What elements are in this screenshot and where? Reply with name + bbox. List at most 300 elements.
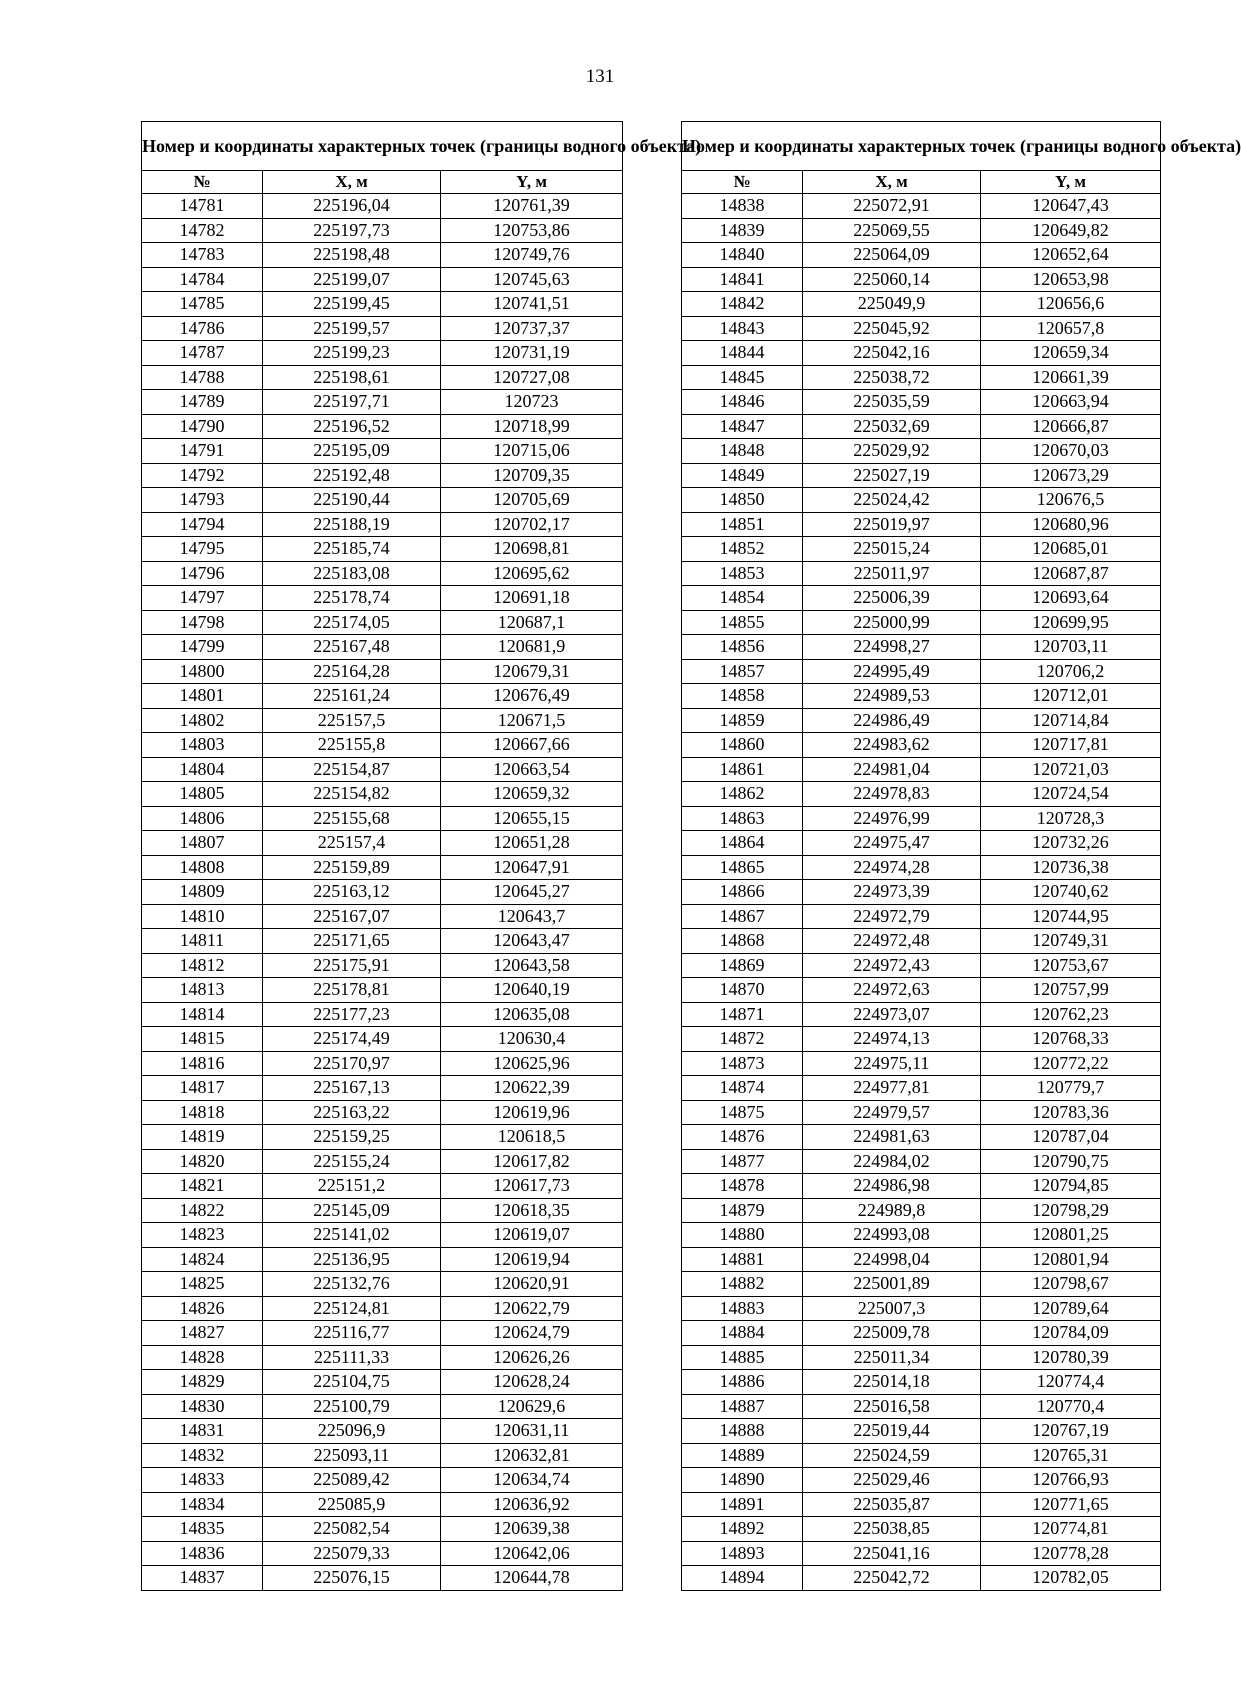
cell-number: 14852 bbox=[682, 537, 803, 562]
cell-x: 224975,47 bbox=[803, 831, 981, 856]
table-row bbox=[142, 684, 623, 709]
table-row bbox=[682, 1223, 1161, 1248]
cell-number: 14866 bbox=[682, 880, 803, 905]
cell-number: 14797 bbox=[142, 586, 263, 611]
cell-number: 14808 bbox=[142, 855, 263, 880]
cell-y: 120709,35 bbox=[441, 463, 623, 488]
cell-x: 224998,04 bbox=[803, 1247, 981, 1272]
coordinates-table-left bbox=[141, 121, 702, 1591]
cell-x: 225145,09 bbox=[263, 1198, 441, 1223]
cell-number: 14868 bbox=[682, 929, 803, 954]
table-row bbox=[142, 1247, 623, 1272]
cell-y: 120635,08 bbox=[441, 1002, 623, 1027]
cell-number: 14863 bbox=[682, 806, 803, 831]
cell-number: 14789 bbox=[142, 390, 263, 415]
table-row bbox=[682, 586, 1161, 611]
cell-y: 120676,5 bbox=[981, 488, 1161, 513]
cell-number: 14825 bbox=[142, 1272, 263, 1297]
cell-number: 14847 bbox=[682, 414, 803, 439]
cell-x: 224986,49 bbox=[803, 708, 981, 733]
cell-x: 225024,42 bbox=[803, 488, 981, 513]
cell-x: 224972,43 bbox=[803, 953, 981, 978]
cell-y: 120753,86 bbox=[441, 218, 623, 243]
table-row bbox=[682, 1443, 1161, 1468]
cell-x: 225000,99 bbox=[803, 610, 981, 635]
cell-number: 14809 bbox=[142, 880, 263, 905]
table-row bbox=[142, 904, 623, 929]
table-row bbox=[682, 414, 1161, 439]
cell-y: 120630,4 bbox=[441, 1027, 623, 1052]
cell-y: 120667,66 bbox=[441, 733, 623, 758]
cell-x: 225199,45 bbox=[263, 292, 441, 317]
cell-number: 14820 bbox=[142, 1149, 263, 1174]
cell-y: 120712,01 bbox=[981, 684, 1161, 709]
table-row bbox=[142, 1272, 623, 1297]
cell-y: 120656,6 bbox=[981, 292, 1161, 317]
cell-x: 225174,49 bbox=[263, 1027, 441, 1052]
cell-y: 120618,5 bbox=[441, 1125, 623, 1150]
cell-number: 14816 bbox=[142, 1051, 263, 1076]
cell-x: 225093,11 bbox=[263, 1443, 441, 1468]
cell-y: 120723 bbox=[441, 390, 623, 415]
cell-x: 224981,04 bbox=[803, 757, 981, 782]
cell-x: 224993,08 bbox=[803, 1223, 981, 1248]
cell-x: 224974,28 bbox=[803, 855, 981, 880]
cell-y: 120663,54 bbox=[441, 757, 623, 782]
cell-y: 120666,87 bbox=[981, 414, 1161, 439]
cell-x: 225007,3 bbox=[803, 1296, 981, 1321]
cell-number: 14878 bbox=[682, 1174, 803, 1199]
cell-number: 14806 bbox=[142, 806, 263, 831]
table-row bbox=[682, 365, 1161, 390]
cell-y: 120625,96 bbox=[441, 1051, 623, 1076]
cell-y: 120727,08 bbox=[441, 365, 623, 390]
cell-number: 14805 bbox=[142, 782, 263, 807]
table-row bbox=[682, 1247, 1161, 1272]
cell-number: 14785 bbox=[142, 292, 263, 317]
table-row bbox=[142, 292, 623, 317]
table-row bbox=[142, 708, 623, 733]
table-row bbox=[142, 978, 623, 1003]
cell-x: 225167,13 bbox=[263, 1076, 441, 1101]
cell-number: 14818 bbox=[142, 1100, 263, 1125]
table-row bbox=[682, 880, 1161, 905]
cell-y: 120617,82 bbox=[441, 1149, 623, 1174]
table-row bbox=[142, 1174, 623, 1199]
table-row bbox=[142, 1370, 623, 1395]
table-title: Номер и координаты характерных точек (границы водного объекта) bbox=[142, 122, 623, 171]
cell-y: 120647,43 bbox=[981, 194, 1161, 219]
table-row bbox=[682, 782, 1161, 807]
table-row bbox=[682, 439, 1161, 464]
cell-number: 14799 bbox=[142, 635, 263, 660]
cell-y: 120737,37 bbox=[441, 316, 623, 341]
cell-number: 14837 bbox=[142, 1566, 263, 1591]
cell-x: 224972,63 bbox=[803, 978, 981, 1003]
cell-number: 14796 bbox=[142, 561, 263, 586]
cell-x: 225188,19 bbox=[263, 512, 441, 537]
cell-number: 14811 bbox=[142, 929, 263, 954]
cell-number: 14781 bbox=[142, 194, 263, 219]
table-row bbox=[682, 806, 1161, 831]
cell-x: 224986,98 bbox=[803, 1174, 981, 1199]
table-row bbox=[682, 1296, 1161, 1321]
cell-number: 14835 bbox=[142, 1517, 263, 1542]
table-row bbox=[682, 1100, 1161, 1125]
cell-y: 120732,26 bbox=[981, 831, 1161, 856]
cell-y: 120681,9 bbox=[441, 635, 623, 660]
cell-x: 225155,8 bbox=[263, 733, 441, 758]
cell-x: 224979,57 bbox=[803, 1100, 981, 1125]
cell-y: 120679,31 bbox=[441, 659, 623, 684]
cell-y: 120717,81 bbox=[981, 733, 1161, 758]
cell-number: 14831 bbox=[142, 1419, 263, 1444]
cell-x: 225082,54 bbox=[263, 1517, 441, 1542]
cell-number: 14842 bbox=[682, 292, 803, 317]
table-row bbox=[682, 831, 1161, 856]
cell-y: 120657,8 bbox=[981, 316, 1161, 341]
table-row bbox=[682, 1541, 1161, 1566]
cell-y: 120714,84 bbox=[981, 708, 1161, 733]
table-row bbox=[142, 1321, 623, 1346]
coordinates-table-right bbox=[681, 121, 1241, 1591]
cell-y: 120753,67 bbox=[981, 953, 1161, 978]
table-row bbox=[142, 953, 623, 978]
table-row bbox=[142, 1076, 623, 1101]
table-row bbox=[142, 1443, 623, 1468]
table-row bbox=[142, 561, 623, 586]
cell-y: 120766,93 bbox=[981, 1468, 1161, 1493]
table-row bbox=[142, 1002, 623, 1027]
cell-x: 225014,18 bbox=[803, 1370, 981, 1395]
cell-x: 225157,5 bbox=[263, 708, 441, 733]
cell-x: 225198,48 bbox=[263, 243, 441, 268]
cell-y: 120736,38 bbox=[981, 855, 1161, 880]
cell-number: 14794 bbox=[142, 512, 263, 537]
cell-x: 225060,14 bbox=[803, 267, 981, 292]
table-row bbox=[682, 1002, 1161, 1027]
cell-x: 225154,87 bbox=[263, 757, 441, 782]
cell-y: 120695,62 bbox=[441, 561, 623, 586]
table-row bbox=[142, 929, 623, 954]
cell-x: 225141,02 bbox=[263, 1223, 441, 1248]
cell-number: 14801 bbox=[142, 684, 263, 709]
cell-number: 14861 bbox=[682, 757, 803, 782]
cell-x: 225032,69 bbox=[803, 414, 981, 439]
cell-number: 14887 bbox=[682, 1394, 803, 1419]
cell-y: 120643,58 bbox=[441, 953, 623, 978]
cell-y: 120640,19 bbox=[441, 978, 623, 1003]
cell-number: 14853 bbox=[682, 561, 803, 586]
cell-x: 224984,02 bbox=[803, 1149, 981, 1174]
table-row bbox=[142, 1223, 623, 1248]
cell-x: 225198,61 bbox=[263, 365, 441, 390]
cell-y: 120649,82 bbox=[981, 218, 1161, 243]
cell-x: 225178,81 bbox=[263, 978, 441, 1003]
table-row bbox=[682, 194, 1161, 219]
cell-y: 120778,28 bbox=[981, 1541, 1161, 1566]
cell-y: 120706,2 bbox=[981, 659, 1161, 684]
cell-number: 14830 bbox=[142, 1394, 263, 1419]
cell-number: 14873 bbox=[682, 1051, 803, 1076]
table-row bbox=[682, 1321, 1161, 1346]
table-title: Номер и координаты характерных точек (границы водного объекта) bbox=[682, 122, 1161, 171]
cell-number: 14857 bbox=[682, 659, 803, 684]
table-row bbox=[682, 1566, 1161, 1591]
cell-x: 224978,83 bbox=[803, 782, 981, 807]
table-row bbox=[142, 1468, 623, 1493]
cell-y: 120702,17 bbox=[441, 512, 623, 537]
table-row bbox=[682, 243, 1161, 268]
cell-y: 120774,4 bbox=[981, 1370, 1161, 1395]
cell-y: 120772,22 bbox=[981, 1051, 1161, 1076]
table-row bbox=[682, 316, 1161, 341]
cell-x: 225035,59 bbox=[803, 390, 981, 415]
cell-y: 120691,18 bbox=[441, 586, 623, 611]
cell-x: 225104,75 bbox=[263, 1370, 441, 1395]
cell-number: 14860 bbox=[682, 733, 803, 758]
cell-number: 14833 bbox=[142, 1468, 263, 1493]
table-row bbox=[682, 708, 1161, 733]
cell-number: 14869 bbox=[682, 953, 803, 978]
cell-x: 225011,34 bbox=[803, 1345, 981, 1370]
cell-number: 14823 bbox=[142, 1223, 263, 1248]
table-row bbox=[142, 1027, 623, 1052]
cell-x: 224977,81 bbox=[803, 1076, 981, 1101]
cell-y: 120622,39 bbox=[441, 1076, 623, 1101]
table-row bbox=[682, 537, 1161, 562]
cell-y: 120794,85 bbox=[981, 1174, 1161, 1199]
table-row bbox=[682, 1272, 1161, 1297]
column-header-y: Y, м bbox=[441, 171, 623, 194]
cell-y: 120779,7 bbox=[981, 1076, 1161, 1101]
cell-y: 120801,94 bbox=[981, 1247, 1161, 1272]
table-row bbox=[682, 1468, 1161, 1493]
cell-number: 14782 bbox=[142, 218, 263, 243]
cell-x: 225195,09 bbox=[263, 439, 441, 464]
cell-number: 14832 bbox=[142, 1443, 263, 1468]
cell-x: 225163,22 bbox=[263, 1100, 441, 1125]
cell-number: 14892 bbox=[682, 1517, 803, 1542]
cell-x: 225185,74 bbox=[263, 537, 441, 562]
cell-number: 14889 bbox=[682, 1443, 803, 1468]
cell-number: 14888 bbox=[682, 1419, 803, 1444]
table-row bbox=[142, 635, 623, 660]
cell-x: 224973,07 bbox=[803, 1002, 981, 1027]
table-row bbox=[142, 512, 623, 537]
cell-x: 225155,68 bbox=[263, 806, 441, 831]
table-row bbox=[682, 1149, 1161, 1174]
cell-y: 120798,67 bbox=[981, 1272, 1161, 1297]
cell-x: 225164,28 bbox=[263, 659, 441, 684]
cell-number: 14858 bbox=[682, 684, 803, 709]
cell-number: 14864 bbox=[682, 831, 803, 856]
table-row bbox=[682, 904, 1161, 929]
cell-number: 14807 bbox=[142, 831, 263, 856]
cell-number: 14788 bbox=[142, 365, 263, 390]
table-row bbox=[142, 1149, 623, 1174]
cell-number: 14841 bbox=[682, 267, 803, 292]
cell-y: 120659,34 bbox=[981, 341, 1161, 366]
cell-number: 14848 bbox=[682, 439, 803, 464]
cell-x: 225024,59 bbox=[803, 1443, 981, 1468]
cell-number: 14865 bbox=[682, 855, 803, 880]
table-row bbox=[142, 488, 623, 513]
cell-x: 224989,8 bbox=[803, 1198, 981, 1223]
cell-number: 14843 bbox=[682, 316, 803, 341]
cell-number: 14800 bbox=[142, 659, 263, 684]
cell-y: 120618,35 bbox=[441, 1198, 623, 1223]
cell-number: 14883 bbox=[682, 1296, 803, 1321]
cell-number: 14826 bbox=[142, 1296, 263, 1321]
cell-y: 120761,39 bbox=[441, 194, 623, 219]
table-row bbox=[682, 684, 1161, 709]
cell-x: 225199,23 bbox=[263, 341, 441, 366]
column-header-number: № bbox=[682, 171, 803, 194]
cell-y: 120715,06 bbox=[441, 439, 623, 464]
column-header-x: X, м bbox=[263, 171, 441, 194]
cell-number: 14817 bbox=[142, 1076, 263, 1101]
cell-x: 225089,42 bbox=[263, 1468, 441, 1493]
cell-y: 120703,11 bbox=[981, 635, 1161, 660]
cell-y: 120628,24 bbox=[441, 1370, 623, 1395]
cell-x: 225177,23 bbox=[263, 1002, 441, 1027]
cell-y: 120645,27 bbox=[441, 880, 623, 905]
cell-y: 120617,73 bbox=[441, 1174, 623, 1199]
cell-number: 14856 bbox=[682, 635, 803, 660]
cell-x: 225079,33 bbox=[263, 1541, 441, 1566]
table-row bbox=[682, 1370, 1161, 1395]
table-row bbox=[142, 1198, 623, 1223]
cell-y: 120670,03 bbox=[981, 439, 1161, 464]
cell-y: 120731,19 bbox=[441, 341, 623, 366]
cell-x: 225111,33 bbox=[263, 1345, 441, 1370]
table-row bbox=[682, 1345, 1161, 1370]
cell-y: 120644,78 bbox=[441, 1566, 623, 1591]
cell-number: 14815 bbox=[142, 1027, 263, 1052]
cell-number: 14834 bbox=[142, 1492, 263, 1517]
cell-number: 14846 bbox=[682, 390, 803, 415]
cell-x: 225064,09 bbox=[803, 243, 981, 268]
cell-y: 120622,79 bbox=[441, 1296, 623, 1321]
cell-y: 120768,33 bbox=[981, 1027, 1161, 1052]
cell-x: 224975,11 bbox=[803, 1051, 981, 1076]
cell-x: 224972,48 bbox=[803, 929, 981, 954]
cell-y: 120643,47 bbox=[441, 929, 623, 954]
cell-y: 120693,64 bbox=[981, 586, 1161, 611]
table-row bbox=[142, 1296, 623, 1321]
cell-x: 224998,27 bbox=[803, 635, 981, 660]
cell-y: 120740,62 bbox=[981, 880, 1161, 905]
cell-x: 225069,55 bbox=[803, 218, 981, 243]
cell-x: 225045,92 bbox=[803, 316, 981, 341]
cell-x: 225151,2 bbox=[263, 1174, 441, 1199]
cell-number: 14810 bbox=[142, 904, 263, 929]
cell-y: 120784,09 bbox=[981, 1321, 1161, 1346]
cell-number: 14881 bbox=[682, 1247, 803, 1272]
cell-number: 14880 bbox=[682, 1223, 803, 1248]
table-body bbox=[142, 194, 623, 1591]
table-row bbox=[142, 610, 623, 635]
table-row bbox=[682, 1492, 1161, 1517]
cell-y: 120619,94 bbox=[441, 1247, 623, 1272]
cell-number: 14893 bbox=[682, 1541, 803, 1566]
cell-y: 120687,87 bbox=[981, 561, 1161, 586]
table-row bbox=[142, 782, 623, 807]
table-row bbox=[682, 929, 1161, 954]
table-row bbox=[142, 855, 623, 880]
table-row bbox=[142, 757, 623, 782]
cell-number: 14871 bbox=[682, 1002, 803, 1027]
cell-y: 120639,38 bbox=[441, 1517, 623, 1542]
cell-number: 14784 bbox=[142, 267, 263, 292]
table-row bbox=[142, 194, 623, 219]
cell-x: 224983,62 bbox=[803, 733, 981, 758]
table-row bbox=[142, 880, 623, 905]
cell-x: 225161,24 bbox=[263, 684, 441, 709]
cell-y: 120624,79 bbox=[441, 1321, 623, 1346]
table-row bbox=[682, 1198, 1161, 1223]
cell-number: 14894 bbox=[682, 1566, 803, 1591]
cell-y: 120705,69 bbox=[441, 488, 623, 513]
cell-number: 14822 bbox=[142, 1198, 263, 1223]
cell-number: 14803 bbox=[142, 733, 263, 758]
table-row bbox=[142, 1125, 623, 1150]
cell-y: 120724,54 bbox=[981, 782, 1161, 807]
cell-x: 225038,85 bbox=[803, 1517, 981, 1542]
cell-y: 120651,28 bbox=[441, 831, 623, 856]
cell-y: 120655,15 bbox=[441, 806, 623, 831]
table-body bbox=[682, 194, 1161, 1591]
cell-x: 225175,91 bbox=[263, 953, 441, 978]
table-row bbox=[142, 439, 623, 464]
cell-number: 14821 bbox=[142, 1174, 263, 1199]
cell-y: 120780,39 bbox=[981, 1345, 1161, 1370]
cell-x: 225011,97 bbox=[803, 561, 981, 586]
table-row bbox=[142, 1541, 623, 1566]
cell-y: 120676,49 bbox=[441, 684, 623, 709]
cell-number: 14851 bbox=[682, 512, 803, 537]
cell-number: 14884 bbox=[682, 1321, 803, 1346]
cell-y: 120749,76 bbox=[441, 243, 623, 268]
table-row bbox=[682, 733, 1161, 758]
cell-y: 120741,51 bbox=[441, 292, 623, 317]
cell-y: 120632,81 bbox=[441, 1443, 623, 1468]
cell-x: 225132,76 bbox=[263, 1272, 441, 1297]
cell-x: 225199,07 bbox=[263, 267, 441, 292]
cell-y: 120631,11 bbox=[441, 1419, 623, 1444]
table-row bbox=[682, 1174, 1161, 1199]
cell-y: 120801,25 bbox=[981, 1223, 1161, 1248]
cell-x: 224973,39 bbox=[803, 880, 981, 905]
cell-x: 225171,65 bbox=[263, 929, 441, 954]
cell-x: 225197,73 bbox=[263, 218, 441, 243]
table-row bbox=[682, 512, 1161, 537]
cell-x: 225006,39 bbox=[803, 586, 981, 611]
cell-number: 14855 bbox=[682, 610, 803, 635]
cell-x: 224981,63 bbox=[803, 1125, 981, 1150]
cell-x: 225155,24 bbox=[263, 1149, 441, 1174]
cell-y: 120757,99 bbox=[981, 978, 1161, 1003]
cell-y: 120659,32 bbox=[441, 782, 623, 807]
cell-y: 120685,01 bbox=[981, 537, 1161, 562]
table-row bbox=[142, 390, 623, 415]
cell-x: 224995,49 bbox=[803, 659, 981, 684]
cell-number: 14891 bbox=[682, 1492, 803, 1517]
table-row bbox=[142, 733, 623, 758]
cell-x: 225183,08 bbox=[263, 561, 441, 586]
cell-y: 120626,26 bbox=[441, 1345, 623, 1370]
